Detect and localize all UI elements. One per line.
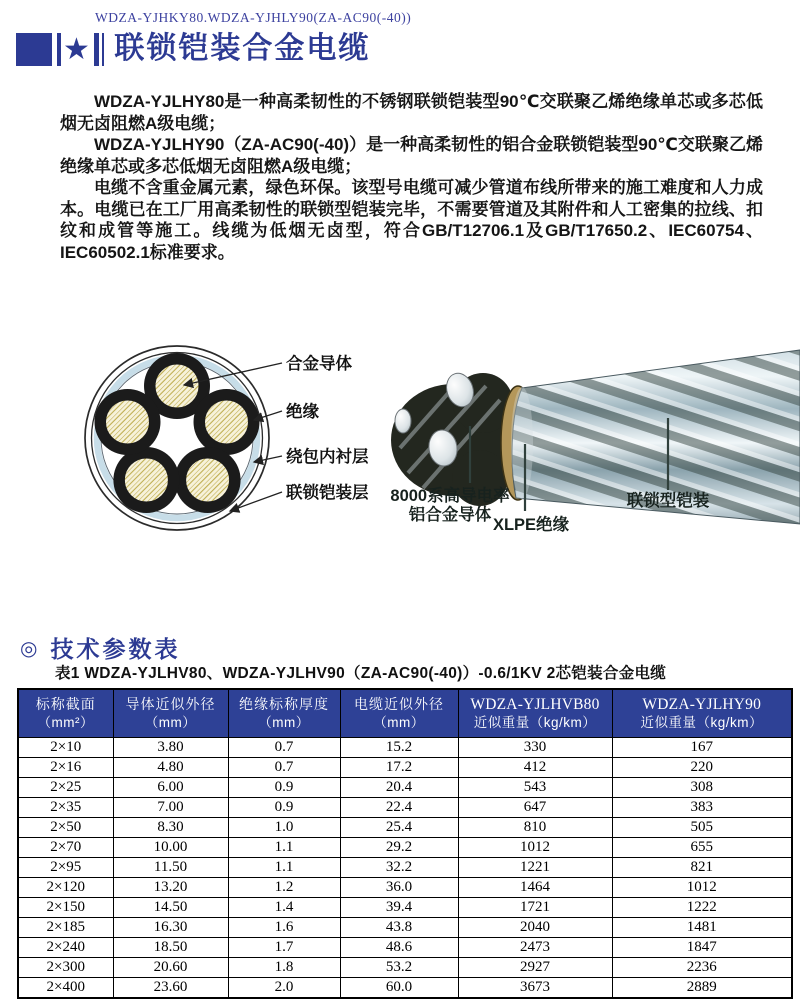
table-cell: 22.4	[340, 798, 458, 818]
table-row	[18, 838, 792, 858]
aluminum-conductor	[395, 409, 411, 433]
technical-parameters-table	[17, 688, 793, 999]
label-interlocked-armor: 联锁型铠装	[626, 492, 710, 510]
table-cell: 1464	[458, 878, 612, 898]
title-bar	[16, 31, 800, 67]
table-row	[18, 958, 792, 978]
cable-cross-section-figure	[80, 341, 412, 546]
paragraph: 电缆不含重金属元素，绿色环保。该型号电缆可减少管道布线所带来的施工难度和人力成本。电缆已在工厂用高柔韧性的联锁型铠装完毕，不需要管道及其附件和人工密集的拉线、扣纹和成管等施工。线缆为低烟无卤型，符合GB/T12706.1及GB/T17650.2、IEC60754、IEC60502.1标准要求。	[60, 178, 763, 262]
table-cell: 2927	[458, 958, 612, 978]
table-cell: 1012	[612, 878, 792, 898]
col-header-insulation-thickness: 绝缘标称厚度 （mm）	[228, 689, 340, 738]
table-cell: 308	[612, 778, 792, 798]
params-table-body	[18, 738, 792, 999]
table-cell: 29.2	[340, 838, 458, 858]
table-cell: 2236	[612, 958, 792, 978]
logo-bar	[57, 33, 61, 66]
table-cell: 2×400	[18, 978, 113, 999]
intro-paragraphs	[60, 91, 763, 263]
table-cell: 4.80	[113, 758, 228, 778]
table-cell: 1847	[612, 938, 792, 958]
table-cell: 505	[612, 818, 792, 838]
table-cell: 412	[458, 758, 612, 778]
section-heading	[20, 635, 800, 663]
table-cell: 2.0	[228, 978, 340, 999]
table-cell: 2×50	[18, 818, 113, 838]
model-line: WDZA-YJHKY80.WDZA-YJHLY90(ZA-AC90(-40))	[95, 10, 412, 25]
table-cell: 3673	[458, 978, 612, 999]
paragraph: WDZA-YJLHY80是一种高柔韧性的不锈钢联锁铠装型90℃交联聚乙烯绝缘单芯或多芯低烟无卤阻燃A级电缆；	[60, 92, 763, 133]
table-cell: 1222	[612, 898, 792, 918]
table-cell: 1.1	[228, 838, 340, 858]
table-cell: 48.6	[340, 938, 458, 958]
table-cell: 2×35	[18, 798, 113, 818]
paragraph: WDZA-YJLHY90（ZA-AC90(-40)）是一种高柔韧性的铝合金联锁铠装型90℃交联聚乙烯绝缘单芯或多芯低烟无卤阻燃A级电缆；	[60, 135, 763, 176]
table-cell: 11.50	[113, 858, 228, 878]
label-8000-conductor-line1: 8000系高导电率	[390, 487, 510, 505]
star-icon: ★	[63, 32, 90, 66]
table-cell: 2×95	[18, 858, 113, 878]
table-caption: 表1 WDZA-YJLHV80、WDZA-YJLHV90（ZA-AC90(-40)）-0.6/1KV 2芯铠装合金电缆	[55, 665, 667, 682]
table-row	[18, 858, 792, 878]
table-cell: 330	[458, 738, 612, 758]
page-title: 联锁铠装合金电缆	[114, 32, 371, 65]
table-cell: 2×10	[18, 738, 113, 758]
col-header-conductor-od: 导体近似外径 （mm）	[113, 689, 228, 738]
table-cell: 32.2	[340, 858, 458, 878]
logo-double-bar	[94, 33, 99, 66]
label-inner-liner: 绕包内衬层	[286, 448, 369, 466]
label-xlpe-insulation: XLPE绝缘	[492, 516, 570, 534]
table-cell: 1012	[458, 838, 612, 858]
label-8000-conductor-line2: 铝合金导体	[408, 506, 492, 524]
cable-photo-drawing	[390, 348, 800, 538]
table-cell: 1.6	[228, 918, 340, 938]
table-cell: 2×300	[18, 958, 113, 978]
table-cell: 2×150	[18, 898, 113, 918]
table-row	[18, 978, 792, 999]
table-cell: 14.50	[113, 898, 228, 918]
table-row	[18, 798, 792, 818]
table-cell: 0.7	[228, 758, 340, 778]
table-cell: 16.30	[113, 918, 228, 938]
table-cell: 0.9	[228, 778, 340, 798]
cable-photo-figure	[388, 348, 800, 538]
table-cell: 655	[612, 838, 792, 858]
table-cell: 20.60	[113, 958, 228, 978]
table-cell: 0.9	[228, 798, 340, 818]
table-cell: 0.7	[228, 738, 340, 758]
label-insulation: 绝缘	[286, 403, 319, 421]
table-cell: 1721	[458, 898, 612, 918]
table-cell: 1.8	[228, 958, 340, 978]
table-cell: 543	[458, 778, 612, 798]
table-cell: 1221	[458, 858, 612, 878]
table-cell: 8.30	[113, 818, 228, 838]
table-cell: 1.1	[228, 858, 340, 878]
table-cell: 821	[612, 858, 792, 878]
table-cell: 7.00	[113, 798, 228, 818]
col-header-weight-yjlhvb80: WDZA-YJLHVB80 近似重量（kg/km）	[458, 689, 612, 738]
table-row	[18, 938, 792, 958]
table-cell: 2×16	[18, 758, 113, 778]
table-cell: 60.0	[340, 978, 458, 999]
table-cell: 1.2	[228, 878, 340, 898]
table-cell: 2×240	[18, 938, 113, 958]
table-cell: 167	[612, 738, 792, 758]
table-cell: 20.4	[340, 778, 458, 798]
table-cell: 23.60	[113, 978, 228, 999]
table-header-row	[18, 689, 792, 738]
table-cell: 17.2	[340, 758, 458, 778]
table-cell: 1.0	[228, 818, 340, 838]
col-header-nominal-section: 标称截面 （mm²）	[18, 689, 113, 738]
table-cell: 43.8	[340, 918, 458, 938]
logo-double-bar-thin	[102, 33, 105, 66]
table-row	[18, 898, 792, 918]
table-cell: 2×120	[18, 878, 113, 898]
table-row	[18, 818, 792, 838]
table-cell: 647	[458, 798, 612, 818]
table-cell: 2040	[458, 918, 612, 938]
table-cell: 53.2	[340, 958, 458, 978]
section-title-text: 技术参数表	[50, 636, 181, 662]
table-cell: 220	[612, 758, 792, 778]
col-header-cable-od: 电缆近似外径 （mm）	[340, 689, 458, 738]
logo-square	[16, 33, 52, 66]
figures-section	[0, 263, 800, 635]
table-cell: 1.7	[228, 938, 340, 958]
table-cell: 383	[612, 798, 792, 818]
table-cell: 15.2	[340, 738, 458, 758]
table-cell: 39.4	[340, 898, 458, 918]
table-row	[18, 758, 792, 778]
table-cell: 2×25	[18, 778, 113, 798]
section-marker-icon: ◎	[20, 638, 38, 660]
col-header-weight-yjlhy90: WDZA-YJLHY90 近似重量（kg/km）	[612, 689, 792, 738]
table-row	[18, 878, 792, 898]
table-cell: 1481	[612, 918, 792, 938]
table-cell: 25.4	[340, 818, 458, 838]
table-cell: 1.4	[228, 898, 340, 918]
table-cell: 6.00	[113, 778, 228, 798]
catalog-page	[0, 10, 800, 995]
table-cell: 2889	[612, 978, 792, 999]
table-cell: 810	[458, 818, 612, 838]
label-alloy-conductor: 合金导体	[286, 355, 352, 373]
table-row	[18, 918, 792, 938]
table-cell: 36.0	[340, 878, 458, 898]
table-cell: 10.00	[113, 838, 228, 858]
table-row	[18, 778, 792, 798]
table-cell: 3.80	[113, 738, 228, 758]
table-cell: 2×70	[18, 838, 113, 858]
table-cell: 2473	[458, 938, 612, 958]
table-cell: 13.20	[113, 878, 228, 898]
table-cell: 2×185	[18, 918, 113, 938]
table-cell: 18.50	[113, 938, 228, 958]
cross-section-drawing	[85, 346, 369, 530]
label-armor-layer: 联锁铠装层	[286, 484, 369, 502]
table-row	[18, 738, 792, 758]
